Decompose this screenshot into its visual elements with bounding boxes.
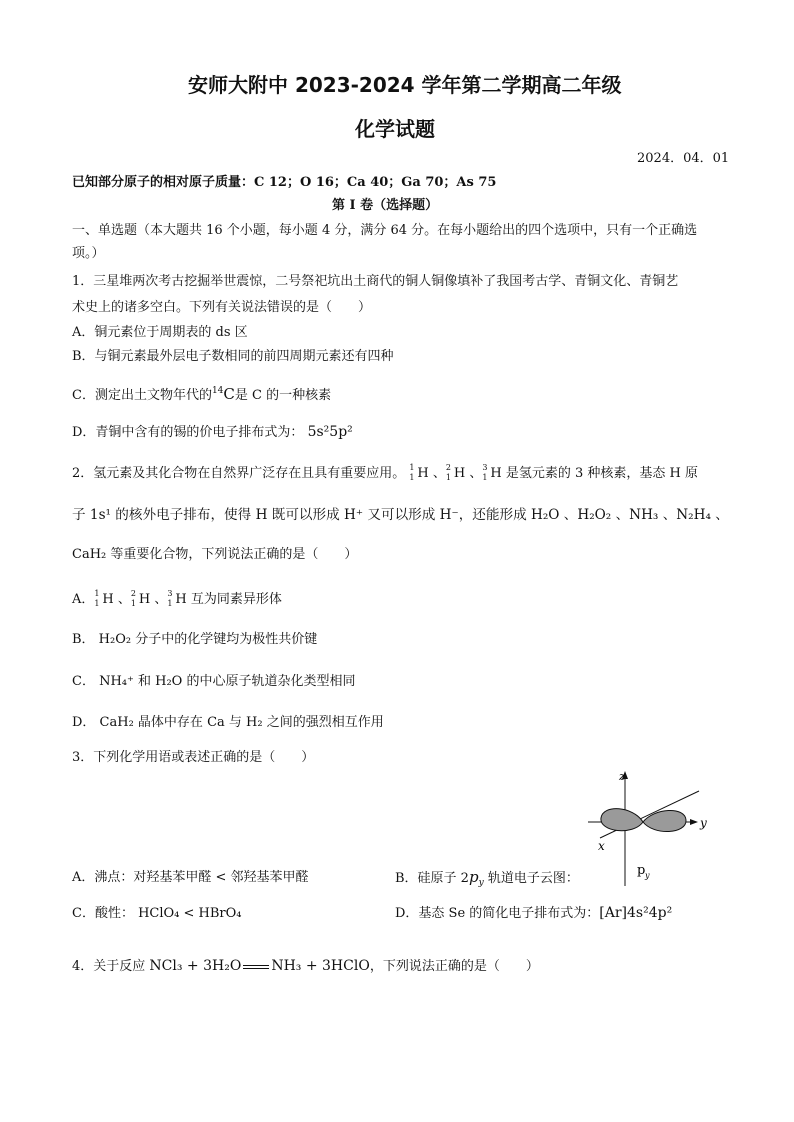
- q2-option-a: A． 1 1 H 、 2 1 H 、 3 1 H 互为同素异形体: [72, 589, 282, 608]
- q2-option-a-post: 互为同素异形体: [190, 592, 282, 607]
- q3-option-b-p-symbol: p: [468, 868, 479, 886]
- q4-stem-post: ，下列说法正确的是（ ）: [369, 959, 539, 974]
- y-axis-label: y: [700, 816, 707, 830]
- y-axis-arrow: [690, 819, 698, 825]
- q3-stem: 3．下列化学用语或表述正确的是（ ）: [72, 750, 315, 765]
- q3-option-b: [395, 869, 579, 892]
- isotope-h2-notation: 2 1: [445, 463, 451, 482]
- q1-option-c-mass: 14: [211, 386, 224, 396]
- atomic-masses-note: 已知部分原子的相对原子质量：C 12；O 16；Ca 40；Ga 70；As 75: [72, 175, 497, 190]
- q1-stem-line2: 术史上的诸多空白。下列有关说法错误的是（ ）: [72, 300, 372, 315]
- q1-option-d-pre: D．青铜中含有的锡的价电子排布式为：: [72, 425, 304, 440]
- q3-option-b-p-sub: y: [478, 878, 484, 888]
- q3-option-d-pre: D．基态 Se 的简化电子排布式为：: [395, 906, 600, 921]
- z-axis-label: z: [619, 770, 625, 783]
- exam-subtitle: 化学试题: [355, 117, 435, 141]
- isotope-h1-notation: 1 1: [409, 463, 415, 482]
- q1-option-c: [72, 383, 331, 404]
- q4-stem: [72, 958, 539, 975]
- q2-stem-line3: CaH₂ 等重要化合物，下列说法正确的是（ ）: [72, 547, 358, 562]
- x-axis-label: x: [598, 839, 605, 853]
- q3-option-c: C．酸性： HClO₄ < HBrO₄: [72, 906, 242, 921]
- q3-option-b-post: 轨道电子云图：: [487, 871, 579, 886]
- isotope-h3-notation: 3 1: [167, 589, 173, 608]
- q1-option-c-post: 是 C 的一种核素: [234, 388, 332, 403]
- exam-date: 2024．04．01: [637, 151, 730, 166]
- reaction-equals-sign: [243, 965, 269, 969]
- orbital-lobe-right: [643, 810, 686, 831]
- section-instruction-line2: 项。）: [72, 246, 105, 261]
- orbital-lobe-left: [601, 809, 643, 831]
- q1-option-d: [72, 424, 353, 441]
- q3-option-a: A．沸点：对羟基苯甲醛 < 邻羟基苯甲醛: [72, 870, 309, 885]
- orbital-caption: p: [637, 863, 646, 878]
- q3-option-d-formula: [Ar]4s²4p²: [599, 905, 673, 921]
- isotope-h2-notation: 2 1: [130, 589, 136, 608]
- q4-stem-pre: 4．关于反应: [72, 959, 146, 974]
- q1-option-c-pre: C．测定出土文物年代的: [72, 388, 212, 403]
- q2-stem-line1: 2．氢元素及其化合物在自然界广泛存在且具有重要应用。 1 1 H 、 2 1 H 、 3 1 H 是氢元素的 3 种核素，基态 H 原: [72, 463, 699, 482]
- q1-option-d-formula: 5s²5p²: [307, 424, 353, 440]
- q2-option-c: C． NH₄⁺ 和 H₂O 的中心原子轨道杂化类型相同: [72, 674, 356, 689]
- q1-option-a: A．铜元素位于周期表的 ds 区: [72, 325, 248, 340]
- q4-reaction-rhs: NH₃ + 3HClO: [271, 958, 370, 974]
- isotope-h1-notation: 1 1: [94, 589, 100, 608]
- q3-option-b-pre: B．硅原子 2: [395, 871, 469, 886]
- q2-stem-pre: 2．氢元素及其化合物在自然界广泛存在且具有重要应用。: [72, 466, 406, 481]
- q1-option-b: B．与铜元素最外层电子数相同的前四周期元素还有四种: [72, 349, 394, 364]
- q1-option-c-symbol: C: [223, 385, 235, 403]
- q4-reaction-lhs: NCl₃ + 3H₂O: [149, 958, 242, 974]
- isotope-h3-notation: 3 1: [482, 463, 488, 482]
- q2-option-d: D． CaH₂ 晶体中存在 Ca 与 H₂ 之间的强烈相互作用: [72, 715, 384, 730]
- q3-option-d: [395, 905, 672, 922]
- section-instruction-line1: 一、单选题（本大题共 16 个小题，每小题 4 分，满分 64 分。在每小题给出的四个选项中，只有一个正确选: [72, 223, 698, 238]
- q2-stem-post: 是氢元素的 3 种核素，基态 H 原: [505, 466, 699, 481]
- section-title: 第 I 卷（选择题）: [332, 198, 439, 213]
- q1-stem-line1: 1．三星堆两次考古挖掘举世震惊，二号祭祀坑出土商代的铜人铜像填补了我国考古学、青铜文化、青铜艺: [72, 274, 679, 289]
- exam-title: 安师大附中 2023-2024 学年第二学期高二年级: [188, 73, 622, 97]
- orbital-caption-sub: y: [645, 871, 650, 880]
- p-orbital-figure: [588, 770, 718, 888]
- q2-stem-line2: 子 1s¹ 的核外电子排布，使得 H 既可以形成 H⁺ 又可以形成 H⁻，还能形成 H₂O 、H₂O₂ 、NH₃ 、N₂H₄ 、: [72, 507, 729, 523]
- q2-option-b: B． H₂O₂ 分子中的化学键均为极性共价键: [72, 632, 318, 647]
